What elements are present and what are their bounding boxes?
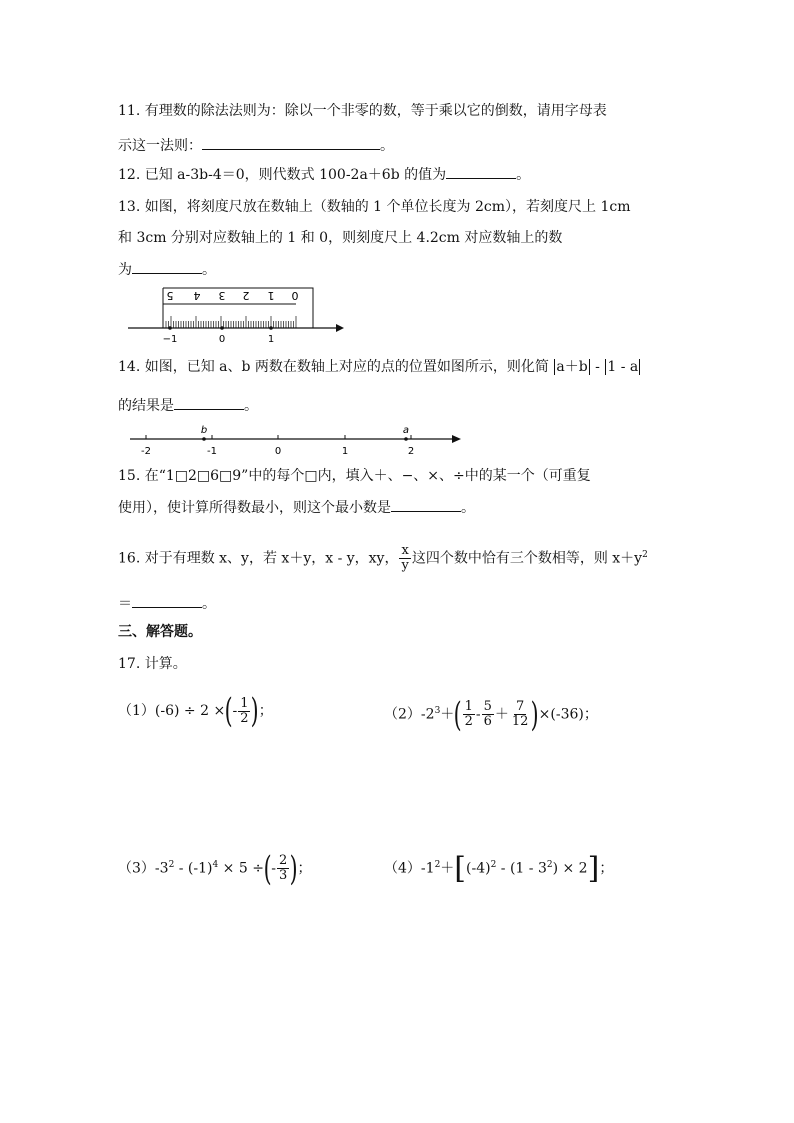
fraction-numerator: 7 [515,699,525,715]
paren-close: ) [531,694,540,735]
fraction-numerator: x [401,543,409,558]
q14-line1 [118,357,641,377]
q13-line1: 13. 如图，将刻度尺放在数轴上（数轴的 1 个单位长度为 2cm），若刻度尺上 1cm [118,199,631,215]
q13-axis-point-1 [269,326,273,330]
q17-part3 [118,848,312,889]
q12-line [118,164,530,185]
part2-plus: ＋ [440,706,455,723]
fraction-denominator: 3 [278,868,288,884]
q14-label-1: 1 [341,446,349,457]
fraction-denominator: 2 [464,714,473,730]
part2-minus: - [475,706,481,723]
paren-open: ( [453,694,462,735]
q16-text: 16. 对于有理数 x、y，若 x＋y，x - y，xy， [118,550,399,567]
part4-end: ； [599,860,614,877]
point-b-label: b [200,425,208,436]
q14-line2-text: 的结果是 [118,398,174,414]
q11-line2-text: 示这一法则： [118,138,202,154]
q14-label-0: 0 [274,446,282,457]
q13-axis-label-0: 0 [218,334,226,344]
q14-abs-a: a＋b [556,359,588,375]
part3-c: × 5 ÷ [218,860,264,877]
q14-axis-arrow [452,435,461,443]
ruler-outline [163,288,313,328]
q15-answer-blank[interactable] [391,497,461,512]
q16-line1 [118,544,648,573]
q17-part2 [384,694,598,735]
part4-base: -1 [420,860,435,877]
part4-b-exp: 2 [490,860,497,870]
q15-text: 使用），使计算所得数最小，则这个最小数是 [118,500,391,516]
q14-label-neg2: -2 [141,446,151,457]
part2-frac1 [463,700,475,729]
paren-close: ) [289,848,298,889]
q12-end: 。 [516,167,531,183]
ruler-label-1: 1 [267,289,275,302]
part4-exp: 2 [434,860,441,870]
bracket-close: ] [587,850,600,886]
q14-abs-b: 1 - a [607,359,639,375]
q16-fraction [399,544,410,573]
part2-frac2 [482,700,494,729]
q17-part1 [118,691,273,731]
part4-b: (-4) [466,860,491,877]
q13-axis-arrow [336,324,344,332]
fraction-numerator: 2 [278,853,288,869]
ruler-label-5: 5 [166,289,174,302]
fraction-denominator: 6 [483,714,492,730]
part4-plus: ＋ [440,860,455,877]
abs-bar [639,359,640,375]
q12-text: 12. 已知 a-3b-4＝0，则代数式 100-2a＋6b 的值为 [118,167,447,183]
section-title: 三、解答题。 [118,624,202,640]
q17-part4 [384,848,613,886]
q14-number-line [118,422,468,462]
q11-line2 [118,135,394,156]
part4-c: - (1 - 3 [496,860,547,877]
part3-fraction [277,854,289,883]
q13-answer-blank[interactable] [132,259,202,274]
q16-answer-blank[interactable] [132,593,202,608]
ruler-label-3: 3 [218,289,226,302]
q16-end: 。 [202,596,216,612]
paren-open: ( [263,848,272,889]
q14-text: 14. 如图，已知 a、b 两数在数轴上对应的点的位置如图所示，则化简 [118,359,549,375]
part3-exp: 2 [168,860,175,870]
part4-d: ) × 2 [552,860,588,877]
q14-end: 。 [244,398,258,414]
part-label: （2） [384,706,421,723]
fraction-denominator: 12 [511,714,529,730]
fraction-denominator: y [401,558,409,573]
part1-expr: (-6) ÷ 2 × [154,703,226,719]
ruler-labels [167,289,299,302]
q13-line3-text: 为 [118,262,132,278]
part3-end: ； [297,860,312,877]
part-label: （1） [118,703,155,719]
fraction-numerator: 5 [483,699,492,715]
part1-fraction [238,697,250,726]
part4-c-exp: 2 [546,860,553,870]
point-a [404,437,408,441]
q14-label-neg1: -1 [207,446,217,457]
ruler-ticks [166,316,296,328]
fraction-denominator: 2 [240,710,249,726]
q13-axis-label-1: 1 [267,334,275,344]
part2-frac3 [510,700,531,729]
ruler-label-4: 4 [193,289,201,302]
fraction-numerator: 1 [464,699,473,715]
part2-base: -2 [420,706,435,723]
q13-axis-label-neg1: −1 [162,334,178,344]
part3-base: -3 [154,860,169,877]
q13-line3 [118,259,216,280]
q15-end: 。 [461,500,475,516]
q16-equals: ＝ [118,596,132,612]
q13-line2: 和 3cm 分别对应数轴上的 1 和 0，则刻度尺上 4.2cm 对应数轴上的数 [118,230,563,246]
q16-exponent: 2 [642,549,648,560]
q12-answer-blank[interactable] [446,164,516,179]
q15-line1: 15. 在“1□2□6□9”中的每个□内，填入＋、−、×、÷中的某一个（可重复 [118,468,591,484]
q13-axis-point-neg1 [168,326,172,330]
q11-line1: 11. 有理数的除法法则为：除以一个非零的数，等于乘以它的倒数，请用字母表 [118,103,607,119]
part2-plus2: ＋ [494,706,509,723]
q14-answer-blank[interactable] [174,395,244,410]
point-b [202,437,206,441]
q11-line2-end: 。 [380,138,394,154]
q13-end: 。 [202,262,216,278]
q16-line2 [118,593,216,614]
part3-neg: - [271,860,276,877]
q11-answer-blank[interactable] [202,135,380,150]
part-label: （4） [384,860,421,877]
paren-close: ) [251,691,260,731]
q17-title: 17. 计算。 [118,656,187,672]
q13-ruler-figure [118,282,358,344]
abs-bar [589,359,590,375]
q13-axis-point-0 [220,326,224,330]
q14-minus: - [590,359,605,375]
part2-tail: ×(-36)； [538,706,598,723]
point-a-label: a [402,425,410,436]
q15-line2 [118,497,475,518]
bracket-open: [ [454,850,467,886]
part2-exp: 3 [434,706,441,716]
part3-b: - (-1) [174,860,213,877]
q14-line2 [118,395,258,416]
ruler-label-2: 2 [242,289,250,302]
fraction-numerator: 1 [240,695,249,711]
part1-end: ； [258,703,273,719]
q14-label-2: 2 [407,446,415,457]
q16-text-mid: 这四个数中恰有三个数相等，则 x＋y [411,550,643,567]
paren-open: ( [224,691,233,731]
ruler-label-0: 0 [291,289,299,302]
part-label: （3） [118,860,155,877]
part3-b-exp: 4 [212,860,219,870]
part1-neg: - [232,703,238,719]
